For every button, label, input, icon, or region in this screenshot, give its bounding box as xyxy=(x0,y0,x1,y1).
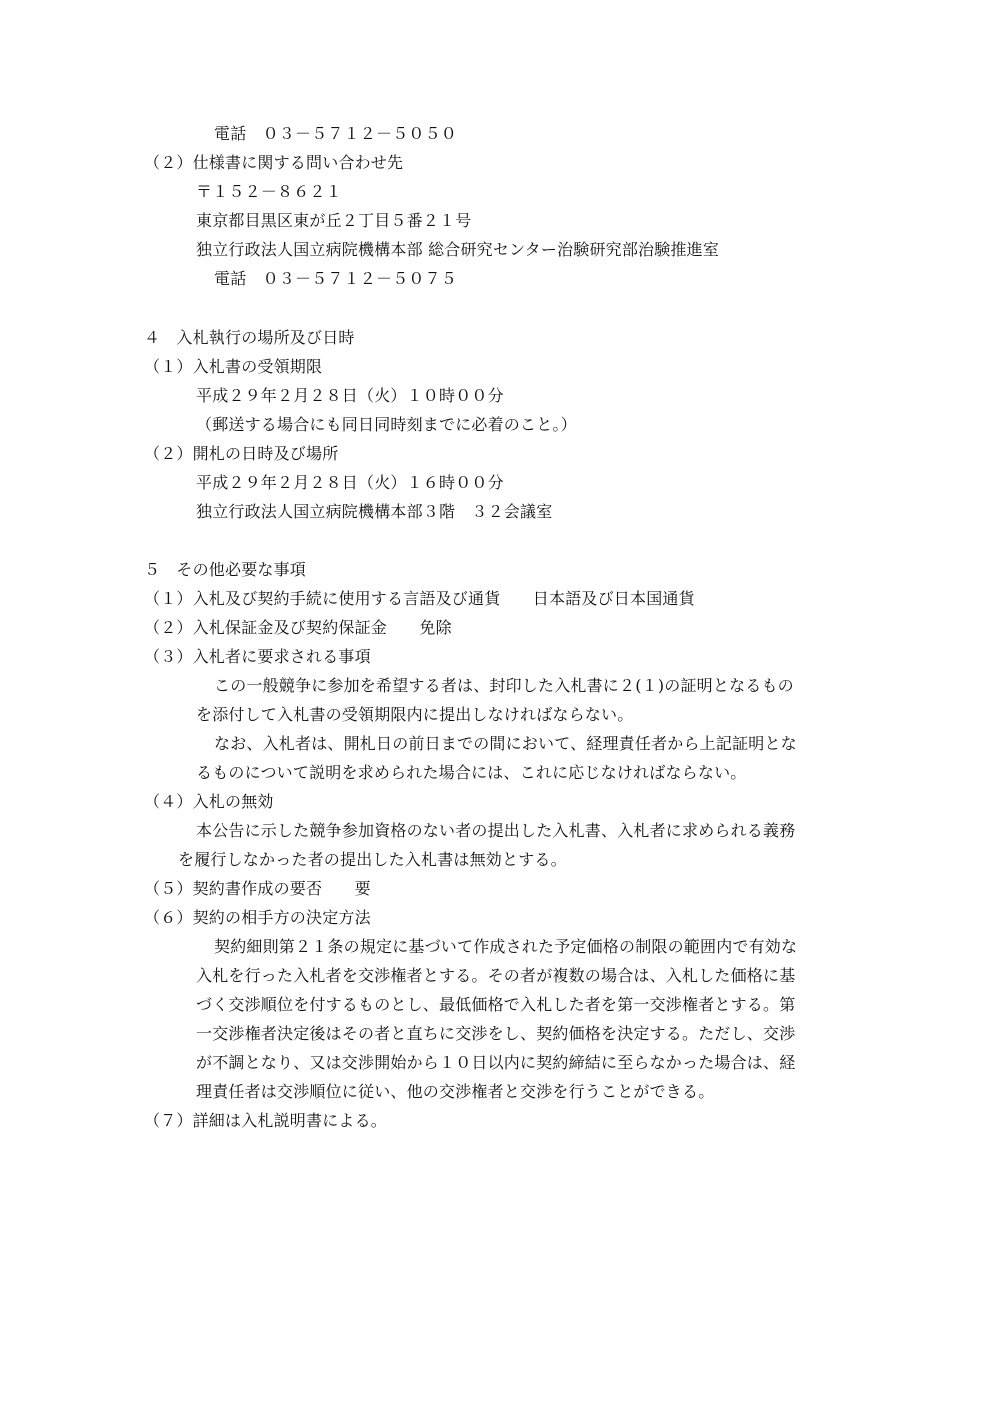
bid-opening-place: 独立行政法人国立病院機構本部３階 ３２会議室 xyxy=(196,502,553,521)
phone-line-1: 電話 ０３－５７１２－５０５０ xyxy=(214,124,458,143)
spec-inquiry-heading: （２）仕様書に関する問い合わせ先 xyxy=(144,153,404,172)
details-reference: （７）詳細は入札説明書による。 xyxy=(144,1111,388,1130)
bid-opening-heading: （２）開札の日時及び場所 xyxy=(144,444,339,463)
bid-deadline-note: （郵送する場合にも同日同時刻までに必着のこと。） xyxy=(196,415,577,434)
postal-code: 〒１５２－８６２１ xyxy=(196,182,342,201)
requirements-paragraph-1-line-1: この一般競争に参加を希望する者は、封印した入札書に２(１)の証明となるもの xyxy=(214,676,794,695)
counterparty-method-line-5: が不調となり、又は交渉開始から１０日以内に契約締結に至らなかった場合は、経 xyxy=(196,1053,796,1072)
contract-document-required: （５）契約書作成の要否 要 xyxy=(144,879,371,898)
requirements-paragraph-1-line-2: を添付して入札書の受領期限内に提出しなければならない。 xyxy=(196,705,634,724)
invalid-bid-heading: （４）入札の無効 xyxy=(144,792,274,811)
counterparty-method-line-2: 入札を行った入札者を交渉権者とする。その者が複数の場合は、入札した価格に基 xyxy=(196,966,796,985)
counterparty-method-line-6: 理責任者は交渉順位に従い、他の交渉権者と交渉を行うことができる。 xyxy=(196,1082,715,1101)
bid-guarantee: （２）入札保証金及び契約保証金 免除 xyxy=(144,618,452,637)
section-4-heading: ４ 入札執行の場所及び日時 xyxy=(144,328,355,347)
invalid-bid-line-1: 本公告に示した競争参加資格のない者の提出した入札書、入札者に求められる義務 xyxy=(196,821,796,840)
bidder-requirements-heading: （３）入札者に要求される事項 xyxy=(144,647,371,666)
address: 東京都目黒区東が丘２丁目５番２１号 xyxy=(196,211,472,230)
phone-line-2: 電話 ０３－５７１２－５０７５ xyxy=(214,269,458,288)
counterparty-method-line-1: 契約細則第２１条の規定に基づいて作成された予定価格の制限の範囲内で有効な xyxy=(214,937,798,956)
requirements-paragraph-2-line-1: なお、入札者は、開札日の前日までの間において、経理責任者から上記証明とな xyxy=(214,734,797,753)
section-5-heading: ５ その他必要な事項 xyxy=(144,560,307,579)
organization: 独立行政法人国立病院機構本部 総合研究センター治験研究部治験推進室 xyxy=(196,240,720,259)
bid-deadline-heading: （１）入札書の受領期限 xyxy=(144,357,323,376)
counterparty-method-heading: （６）契約の相手方の決定方法 xyxy=(144,908,371,927)
bid-deadline-datetime: 平成２９年２月２８日（火）１０時００分 xyxy=(196,386,504,405)
bid-opening-datetime: 平成２９年２月２８日（火）１６時００分 xyxy=(196,473,504,492)
invalid-bid-line-2: を履行しなかった者の提出した入札書は無効とする。 xyxy=(178,850,567,869)
counterparty-method-line-4: 一交渉権者決定後はその者と直ちに交渉をし、契約価格を決定する。ただし、交渉 xyxy=(196,1024,796,1043)
requirements-paragraph-2-line-2: るものについて説明を求められた場合には、これに応じなければならない。 xyxy=(196,763,747,782)
counterparty-method-line-3: づく交渉順位を付するものとし、最低価格で入札した者を第一交渉権者とする。第 xyxy=(196,995,796,1014)
language-currency: （１）入札及び契約手続に使用する言語及び通貨 日本語及び日本国通貨 xyxy=(144,589,695,608)
